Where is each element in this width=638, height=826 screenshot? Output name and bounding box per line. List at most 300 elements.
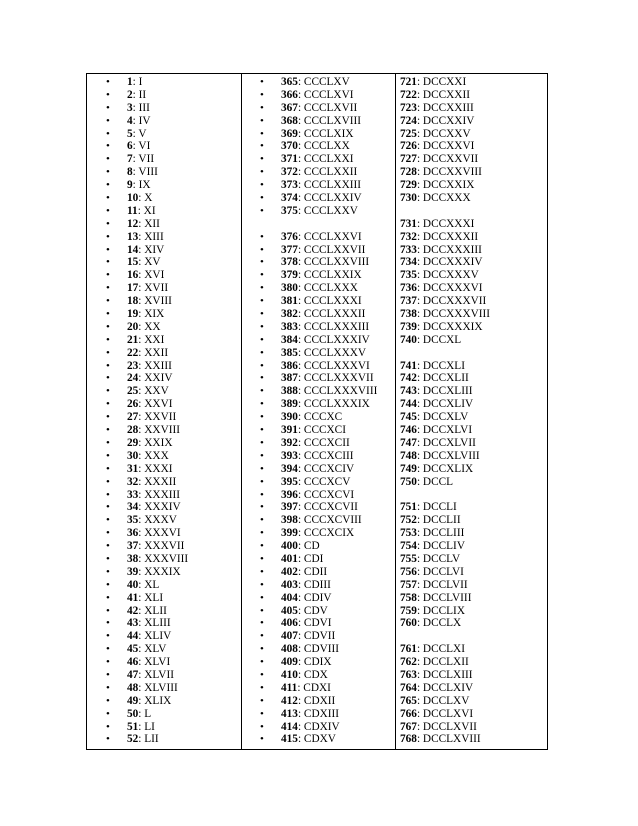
list-item: • 398: CCCXCVIII	[255, 514, 395, 527]
numeral-list-365-415	[255, 76, 395, 746]
arabic-number: 752	[400, 514, 417, 527]
arabic-number: 367	[281, 101, 298, 114]
arabic-number: 23	[127, 359, 139, 372]
roman-numeral: CDX	[303, 668, 328, 681]
arabic-number: 763	[400, 668, 417, 681]
roman-numeral: CCCLXXXVI	[303, 359, 370, 372]
roman-numeral: CCCXCVIII	[303, 514, 362, 527]
arabic-number: 404	[281, 591, 298, 604]
roman-numeral: CCCXCIX	[303, 527, 355, 540]
arabic-number: 44	[127, 630, 139, 643]
list-item: • 394: CCCXCIV	[255, 463, 395, 476]
roman-numeral: DCCLXIII	[422, 668, 473, 681]
roman-numeral: XXXVII	[144, 540, 185, 553]
arabic-number: 49	[127, 694, 139, 707]
list-item: • 370: CCCLXX	[255, 140, 395, 153]
numeral-list-1-52	[101, 76, 241, 746]
arabic-number: 11	[127, 204, 138, 217]
roman-numeral: DCCLI	[422, 501, 457, 514]
list-item: • 15: XV	[101, 256, 241, 269]
arabic-number: 35	[127, 514, 139, 527]
list-item: • 412: CDXII	[255, 695, 395, 708]
roman-numeral: CCCLXXXIII	[303, 320, 370, 333]
arabic-number: 728	[400, 166, 417, 179]
roman-numeral: DCCLX	[422, 617, 462, 630]
roman-numeral: DCCXXXIX	[422, 320, 483, 333]
arabic-number: 47	[127, 668, 139, 681]
roman-numeral: XII	[144, 217, 160, 230]
roman-numeral: CDXV	[303, 733, 336, 746]
arabic-number: 50	[127, 707, 139, 720]
list-item: • 22: XXII	[101, 347, 241, 360]
roman-numeral: DCCXXVII	[422, 153, 479, 166]
roman-numeral: DCCXXVIII	[422, 166, 482, 179]
roman-numeral: CCCLXXX	[303, 282, 358, 295]
roman-numeral: CDXII	[303, 694, 336, 707]
arabic-number: 767	[400, 720, 417, 733]
roman-numeral: XLI	[144, 591, 164, 604]
arabic-number: 735	[400, 269, 417, 282]
roman-numeral: CCCLXXXII	[303, 308, 366, 321]
arabic-number: 27	[127, 411, 139, 424]
arabic-number: 388	[281, 385, 298, 398]
roman-numeral: XL	[144, 578, 160, 591]
roman-numeral: DCCXLIX	[422, 462, 474, 475]
roman-numeral: CDXIV	[303, 720, 340, 733]
list-item: • 49: XLIX	[101, 695, 241, 708]
arabic-number: 45	[127, 643, 139, 656]
roman-numeral: DCCLXV	[422, 694, 470, 707]
roman-numeral: XIX	[144, 308, 165, 321]
arabic-number: 2	[127, 88, 133, 101]
roman-numeral: DCCXXXIII	[422, 243, 482, 256]
roman-numeral: XLII	[144, 604, 167, 617]
list-item: • 28: XXVIII	[101, 424, 241, 437]
arabic-number: 741	[400, 359, 417, 372]
arabic-number: 17	[127, 282, 139, 295]
arabic-number: 722	[400, 88, 417, 101]
arabic-number: 764	[400, 681, 417, 694]
list-spacer	[398, 489, 544, 502]
roman-numeral: XXXVI	[144, 527, 181, 540]
list-item: • 401: CDI	[255, 553, 395, 566]
list-item: 748: DCCXLVIII	[400, 449, 480, 462]
arabic-number: 390	[281, 411, 298, 424]
list-item: • 372: CCCLXXII	[255, 166, 395, 179]
arabic-number: 738	[400, 308, 417, 321]
roman-numeral: V	[138, 127, 147, 140]
roman-numeral: XXI	[144, 333, 165, 346]
list-item: • 415: CDXV	[255, 733, 395, 746]
list-item: • 17: XVII	[101, 282, 241, 295]
arabic-number: 40	[127, 578, 139, 591]
list-item: • 392: CCCXCII	[255, 437, 395, 450]
roman-numeral: II	[138, 88, 147, 101]
arabic-number: 398	[281, 514, 298, 527]
list-item: • 388: CCCLXXXVIII	[255, 385, 395, 398]
list-item: • 368: CCCLXVIII	[255, 115, 395, 128]
list-item: • 24: XXIV	[101, 372, 241, 385]
list-item: 767: DCCLXVII	[400, 720, 477, 733]
roman-numeral: CDII	[303, 565, 328, 578]
arabic-number: 723	[400, 101, 417, 114]
list-item: 727: DCCXXVII	[400, 153, 479, 166]
arabic-number: 409	[281, 656, 298, 669]
column-divider	[395, 74, 396, 749]
roman-numeral: XXVI	[144, 398, 173, 411]
arabic-number: 393	[281, 449, 298, 462]
list-item: 763: DCCLXIII	[400, 668, 473, 681]
roman-numeral: XLIV	[144, 630, 172, 643]
arabic-number: 379	[281, 269, 298, 282]
list-item: • 40: XL	[101, 579, 241, 592]
list-item: 755: DCCLV	[400, 552, 461, 565]
list-item: 744: DCCXLIV	[400, 398, 474, 411]
list-item: 751: DCCLI	[400, 501, 457, 514]
list-item: • 43: XLIII	[101, 617, 241, 630]
list-item: 741: DCCXLI	[400, 359, 465, 372]
roman-numeral: IV	[138, 114, 151, 127]
roman-numeral: XIII	[144, 230, 164, 243]
list-item: • 410: CDX	[255, 669, 395, 682]
arabic-number: 394	[281, 462, 298, 475]
roman-numeral: CDIII	[303, 578, 331, 591]
arabic-number: 3	[127, 101, 133, 114]
roman-numeral: DCCXXIV	[422, 114, 475, 127]
arabic-number: 372	[281, 166, 298, 179]
arabic-number: 38	[127, 552, 139, 565]
list-item: • 385: CCCLXXXV	[255, 347, 395, 360]
arabic-number: 15	[127, 256, 139, 269]
list-item: • 387: CCCLXXXVII	[255, 372, 395, 385]
arabic-number: 400	[281, 540, 298, 553]
list-item: 759: DCCLIX	[400, 604, 465, 617]
roman-numeral: CCCXCV	[303, 475, 351, 488]
list-item: • 402: CDII	[255, 566, 395, 579]
roman-numeral: CCCXCVI	[303, 488, 355, 501]
list-item: • 395: CCCXCV	[255, 476, 395, 489]
arabic-number: 370	[281, 140, 298, 153]
list-item: • 407: CDVII	[255, 630, 395, 643]
list-item: 739: DCCXXXIX	[400, 320, 483, 333]
roman-numeral: XXXVIII	[144, 552, 189, 565]
list-item: • 18: XVIII	[101, 295, 241, 308]
list-item: • 8: VIII	[101, 166, 241, 179]
roman-numeral: CCCLXXXV	[303, 346, 367, 359]
roman-numeral: CCCLXVII	[303, 101, 358, 114]
list-item: 745: DCCXLV	[400, 411, 469, 424]
list-item: 747: DCCXLVII	[400, 436, 476, 449]
roman-numeral: CCCLXVIII	[303, 114, 362, 127]
list-item: 761: DCCLXI	[400, 643, 465, 656]
arabic-number: 736	[400, 282, 417, 295]
roman-numeral: DCCXLIV	[422, 398, 474, 411]
arabic-number: 733	[400, 243, 417, 256]
roman-numeral: DCCLVII	[422, 578, 468, 591]
arabic-number: 727	[400, 153, 417, 166]
list-item: • 411: CDXI	[255, 682, 395, 695]
roman-numeral: CCCXCII	[303, 436, 350, 449]
roman-numeral: CCCLXX	[303, 140, 350, 153]
list-item: • 19: XIX	[101, 308, 241, 321]
arabic-number: 25	[127, 385, 139, 398]
arabic-number: 747	[400, 436, 417, 449]
arabic-number: 22	[127, 346, 139, 359]
roman-numeral: DCCLXVII	[422, 720, 477, 733]
arabic-number: 365	[281, 76, 298, 88]
arabic-number: 368	[281, 114, 298, 127]
list-item: • 10: X	[101, 192, 241, 205]
roman-numeral: XLV	[144, 643, 167, 656]
roman-numeral: I	[138, 76, 143, 88]
list-item: • 9: IX	[101, 179, 241, 192]
roman-numeral: XI	[143, 204, 156, 217]
roman-numeral: DCCXLVI	[422, 424, 473, 437]
arabic-number: 768	[400, 733, 417, 746]
list-item: • 36: XXXVI	[101, 527, 241, 540]
list-item: 723: DCCXXIII	[400, 101, 474, 114]
list-item: 724: DCCXXIV	[400, 114, 475, 127]
arabic-number: 382	[281, 308, 298, 321]
arabic-number: 36	[127, 527, 139, 540]
arabic-number: 32	[127, 475, 139, 488]
arabic-number: 374	[281, 192, 298, 205]
arabic-number: 26	[127, 398, 139, 411]
list-item: • 16: XVI	[101, 269, 241, 282]
list-item: • 366: CCCLXVI	[255, 89, 395, 102]
roman-numeral: DCCXXIX	[422, 179, 475, 192]
list-item: • 31: XXXI	[101, 463, 241, 476]
list-spacer	[398, 630, 544, 643]
list-item: • 365: CCCLXV	[255, 76, 395, 89]
list-item: 721: DCCXXI	[400, 76, 467, 88]
list-item: • 44: XLIV	[101, 630, 241, 643]
roman-numeral: XV	[144, 256, 161, 269]
roman-numeral: XXXIII	[144, 488, 181, 501]
list-item: • 12: XII	[101, 218, 241, 231]
arabic-number: 18	[127, 295, 139, 308]
list-item: • 377: CCCLXXVII	[255, 244, 395, 257]
list-item: • 39: XXXIX	[101, 566, 241, 579]
column-divider	[241, 74, 242, 749]
list-item: 733: DCCXXXIII	[400, 243, 482, 256]
arabic-number: 744	[400, 398, 417, 411]
roman-numeral: DCCLIV	[422, 540, 465, 553]
roman-numeral: X	[144, 192, 153, 205]
arabic-number: 396	[281, 488, 298, 501]
roman-numeral: DCCXXXVII	[422, 295, 487, 308]
arabic-number: 386	[281, 359, 298, 372]
roman-numeral: DCCL	[422, 475, 454, 488]
arabic-number: 33	[127, 488, 139, 501]
list-item: • 414: CDXIV	[255, 721, 395, 734]
list-item: • 386: CCCLXXXVI	[255, 360, 395, 373]
arabic-number: 405	[281, 604, 298, 617]
list-item: 757: DCCLVII	[400, 578, 468, 591]
roman-numeral: DCCLXII	[422, 656, 469, 669]
arabic-number: 376	[281, 230, 298, 243]
arabic-number: 748	[400, 449, 417, 462]
arabic-number: 5	[127, 127, 133, 140]
list-item: 760: DCCLX	[400, 617, 462, 630]
roman-numeral: CD	[303, 540, 320, 553]
list-item: • 1: I	[101, 76, 241, 89]
list-item: 731: DCCXXXI	[400, 217, 475, 230]
arabic-number: 6	[127, 140, 133, 153]
arabic-number: 407	[281, 630, 298, 643]
roman-numeral: XXXIV	[144, 501, 181, 514]
roman-numeral: CDV	[303, 604, 328, 617]
roman-numeral: DCCLXVI	[422, 707, 474, 720]
roman-numeral: CDXIII	[303, 707, 340, 720]
arabic-number: 20	[127, 320, 139, 333]
arabic-number: 743	[400, 385, 417, 398]
list-item: • 45: XLV	[101, 643, 241, 656]
roman-numeral: CCCXCIII	[303, 449, 354, 462]
list-item: • 34: XXXIV	[101, 501, 241, 514]
arabic-number: 378	[281, 256, 298, 269]
roman-numeral: DCCXLI	[422, 359, 465, 372]
roman-numeral: CCCXC	[303, 411, 343, 424]
list-item: 743: DCCXLIII	[400, 385, 473, 398]
arabic-number: 12	[127, 217, 139, 230]
roman-numeral: DCCXLIII	[422, 385, 473, 398]
arabic-number: 37	[127, 540, 139, 553]
arabic-number: 737	[400, 295, 417, 308]
roman-numeral: XXXIX	[144, 565, 181, 578]
list-item: • 5: V	[101, 128, 241, 141]
arabic-number: 13	[127, 230, 139, 243]
list-item: 722: DCCXXII	[400, 88, 470, 101]
roman-numeral: CCCLXXII	[303, 166, 358, 179]
roman-numeral: DCCXXX	[422, 192, 471, 205]
list-item: • 48: XLVIII	[101, 682, 241, 695]
list-item: 758: DCCLVIII	[400, 591, 472, 604]
list-item: • 32: XXXII	[101, 476, 241, 489]
roman-numeral: DCCXL	[422, 333, 462, 346]
list-item: • 6: VI	[101, 140, 241, 153]
list-item: • 20: XX	[101, 321, 241, 334]
list-spacer	[398, 205, 544, 218]
roman-numeral: CDIV	[303, 591, 332, 604]
arabic-number: 51	[127, 720, 139, 733]
arabic-number: 384	[281, 333, 298, 346]
list-item: • 30: XXX	[101, 450, 241, 463]
list-item: • 42: XLII	[101, 605, 241, 618]
arabic-number: 381	[281, 295, 298, 308]
arabic-number: 52	[127, 733, 139, 746]
arabic-number: 369	[281, 127, 298, 140]
list-item: • 383: CCCLXXXIII	[255, 321, 395, 334]
list-item: 765: DCCLXV	[400, 694, 470, 707]
arabic-number: 724	[400, 114, 417, 127]
list-item: • 23: XXIII	[101, 360, 241, 373]
list-item: • 389: CCCLXXXIX	[255, 398, 395, 411]
list-item: 740: DCCXL	[400, 333, 462, 346]
roman-numeral: DCCXXII	[422, 88, 470, 101]
arabic-number: 745	[400, 411, 417, 424]
list-spacer	[398, 347, 544, 360]
arabic-number: 377	[281, 243, 298, 256]
roman-numeral: XXII	[144, 346, 169, 359]
numeral-list-721-768	[398, 76, 544, 746]
roman-numeral: DCCLIX	[422, 604, 465, 617]
arabic-number: 758	[400, 591, 417, 604]
list-item: • 403: CDIII	[255, 579, 395, 592]
roman-numeral: DCCXXXII	[422, 230, 479, 243]
arabic-number: 732	[400, 230, 417, 243]
roman-numeral: DCCXXV	[422, 127, 471, 140]
roman-numeral: CDI	[303, 552, 324, 565]
roman-numeral: CCCLXXXVIII	[303, 385, 378, 398]
arabic-number: 414	[281, 720, 298, 733]
roman-numeral: XXXII	[144, 475, 177, 488]
list-item: 768: DCCLXVIII	[400, 733, 481, 746]
roman-numeral: DCCXXXVIII	[422, 308, 491, 321]
list-item: • 384: CCCLXXXIV	[255, 334, 395, 347]
arabic-number: 721	[400, 76, 417, 88]
arabic-number: 755	[400, 552, 417, 565]
roman-numeral: DCCLXVIII	[422, 733, 481, 746]
roman-numeral: CCCLXXXI	[303, 295, 362, 308]
roman-numeral: CCCLXXVIII	[303, 256, 370, 269]
list-item: • 21: XXI	[101, 334, 241, 347]
roman-numeral: CCCLXXI	[303, 153, 354, 166]
arabic-number: 397	[281, 501, 298, 514]
list-item: • 382: CCCLXXXII	[255, 308, 395, 321]
arabic-number: 9	[127, 179, 133, 192]
list-item: 756: DCCLVI	[400, 565, 464, 578]
arabic-number: 729	[400, 179, 417, 192]
roman-numeral: CCCLXXIII	[303, 179, 362, 192]
list-item: 730: DCCXXX	[400, 192, 471, 205]
list-spacer	[255, 218, 395, 231]
list-item: • 371: CCCLXXI	[255, 153, 395, 166]
arabic-number: 751	[400, 501, 417, 514]
list-item: • 33: XXXIII	[101, 489, 241, 502]
arabic-number: 21	[127, 333, 139, 346]
arabic-number: 366	[281, 88, 298, 101]
roman-numeral: LII	[144, 733, 159, 746]
roman-numeral: CCCXCIV	[303, 462, 355, 475]
list-item: • 35: XXXV	[101, 514, 241, 527]
roman-numeral: DCCXXXV	[422, 269, 479, 282]
arabic-number: 8	[127, 166, 133, 179]
arabic-number: 412	[281, 694, 298, 707]
list-item: 728: DCCXXVIII	[400, 166, 482, 179]
arabic-number: 760	[400, 617, 417, 630]
list-item: • 376: CCCLXXVI	[255, 231, 395, 244]
list-item: 737: DCCXXXVII	[400, 295, 487, 308]
list-item: 725: DCCXXV	[400, 127, 471, 140]
roman-numeral: CDVIII	[303, 643, 340, 656]
list-item: • 393: CCCXCIII	[255, 450, 395, 463]
roman-numeral: VI	[138, 140, 151, 153]
list-item: • 13: XIII	[101, 231, 241, 244]
roman-numeral: DCCLXIV	[422, 681, 474, 694]
list-item: • 408: CDVIII	[255, 643, 395, 656]
arabic-number: 385	[281, 346, 298, 359]
arabic-number: 749	[400, 462, 417, 475]
roman-numeral: DCCXXXI	[422, 217, 475, 230]
roman-numeral: DCCLVIII	[422, 591, 472, 604]
list-item: • 50: L	[101, 708, 241, 721]
list-item: • 406: CDVI	[255, 617, 395, 630]
roman-numeral: CCCLXIX	[303, 127, 354, 140]
arabic-number: 30	[127, 449, 139, 462]
arabic-number: 16	[127, 269, 139, 282]
list-item: 764: DCCLXIV	[400, 681, 474, 694]
